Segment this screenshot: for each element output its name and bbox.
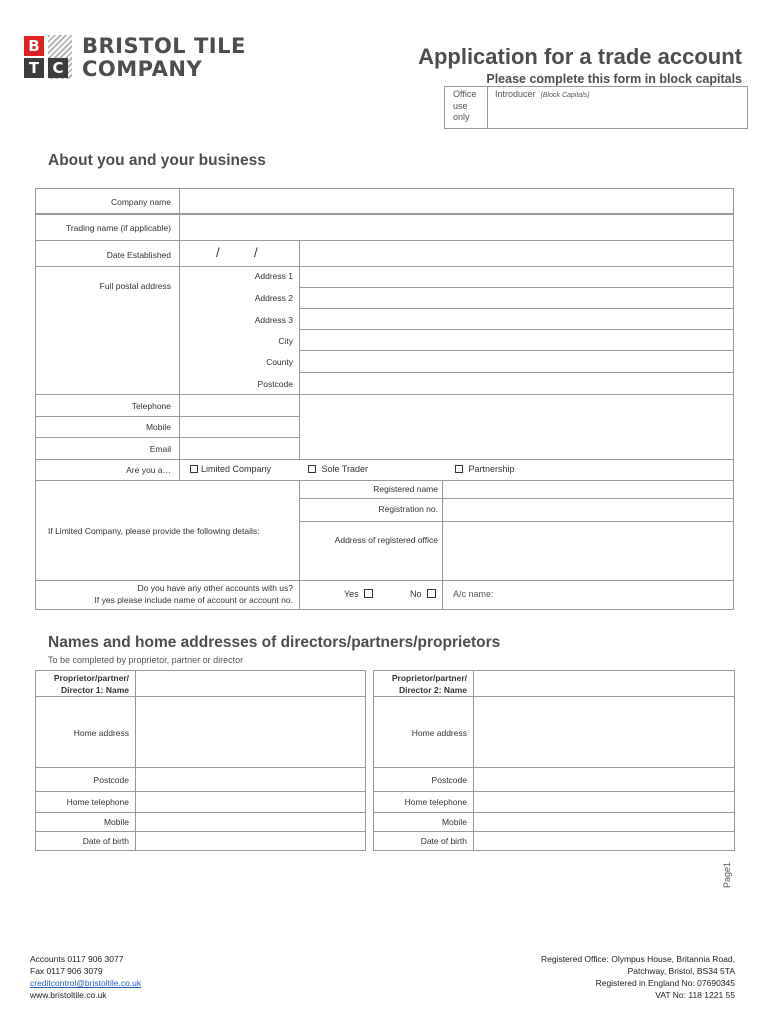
director2-hometel-label-cell: Home telephone xyxy=(373,791,474,813)
date-established-spacer xyxy=(299,240,734,267)
page-subtitle: Please complete this form in block capitals xyxy=(486,72,742,86)
telephone-label-cell: Telephone xyxy=(35,394,180,417)
city-input[interactable] xyxy=(299,329,734,351)
other-accounts-label-cell: Do you have any other accounts with us? If yes please include name of account or account no. xyxy=(35,580,300,610)
footer-reg-line4: VAT No: 118 1221 55 xyxy=(655,990,735,1000)
director2-hometel-input[interactable] xyxy=(473,791,735,813)
section-heading-business: About you and your business xyxy=(48,152,266,169)
director2-address-label-cell: Home address xyxy=(373,696,474,768)
director1-hometel-input[interactable] xyxy=(135,791,366,813)
ltd-details-label-cell: If Limited Company, please provide the following details: xyxy=(35,480,300,581)
contact-spacer xyxy=(299,394,734,460)
office-use-box xyxy=(444,86,748,129)
footer-email-link[interactable]: creditcontrol@bristoltile.co.uk xyxy=(30,978,142,988)
director1-mobile-input[interactable] xyxy=(135,812,366,832)
registration-no-label-cell: Registration no. xyxy=(299,498,443,522)
registration-no-input[interactable] xyxy=(442,498,734,522)
director2-dob-label-cell: Date of birth xyxy=(373,831,474,851)
footer-reg-line3: Registered in England No: 07690345 xyxy=(595,978,735,988)
director1-dob-input[interactable] xyxy=(135,831,366,851)
director1-hometel-label-cell: Home telephone xyxy=(35,791,136,813)
registered-office-input[interactable] xyxy=(442,521,734,581)
logo-tile-b: B xyxy=(24,36,44,56)
postcode-input[interactable] xyxy=(299,372,734,395)
checkbox-icon[interactable] xyxy=(455,465,463,473)
address2-input[interactable] xyxy=(299,287,734,309)
business-type-options xyxy=(179,459,734,481)
section-heading-directors: Names and home addresses of directors/partners/proprietors xyxy=(48,634,501,651)
option-limited-company[interactable]: Limited Company xyxy=(190,464,271,474)
office-use-label: Office use only xyxy=(453,89,477,122)
option-sole-trader[interactable]: Sole Trader xyxy=(308,464,368,474)
company-name-input[interactable] xyxy=(179,188,734,214)
trading-name-input[interactable] xyxy=(179,214,734,241)
checkbox-icon[interactable] xyxy=(364,589,373,598)
full-postal-address-label-cell: Full postal address xyxy=(35,266,180,395)
director2-mobile-label-cell: Mobile xyxy=(373,812,474,832)
director2-dob-input[interactable] xyxy=(473,831,735,851)
mobile-input[interactable] xyxy=(179,416,300,438)
mobile-label-cell: Mobile xyxy=(35,416,180,438)
footer-reg-line1: Registered Office: Olympus House, Britannia Road, xyxy=(540,954,735,964)
director1-mobile-label-cell: Mobile xyxy=(35,812,136,832)
email-input[interactable] xyxy=(179,437,300,460)
footer-accounts: Accounts 0117 906 3077 xyxy=(30,954,124,964)
footer-web: www.bristoltile.co.uk xyxy=(30,990,107,1000)
footer-reg-line2: Patchway, Bristol, BS34 5TA xyxy=(627,966,735,976)
email-label-cell: Email xyxy=(35,437,180,460)
director2-mobile-input[interactable] xyxy=(473,812,735,832)
introducer-field[interactable]: Introducer (Block Capitals) xyxy=(495,89,590,99)
page-number: Page1 xyxy=(722,861,732,888)
company-name-label-cell: Company name xyxy=(35,188,180,214)
director1-postcode-label-cell: Postcode xyxy=(35,767,136,792)
option-partnership[interactable]: Partnership xyxy=(455,464,515,474)
registered-name-label-cell: Registered name xyxy=(299,480,443,499)
other-accounts-yes-no xyxy=(299,580,443,610)
director1-postcode-input[interactable] xyxy=(135,767,366,792)
address3-input[interactable] xyxy=(299,308,734,330)
director2-name-input[interactable] xyxy=(473,670,735,697)
checkbox-icon[interactable] xyxy=(190,465,198,473)
address-labels-cell: Address 1 Address 2 Address 3 City County Postcode xyxy=(179,266,300,395)
footer-contact xyxy=(30,953,141,1001)
footer-fax: Fax 0117 906 3079 xyxy=(30,966,103,976)
director1-address-label-cell: Home address xyxy=(35,696,136,768)
director1-address-input[interactable] xyxy=(135,696,366,768)
option-yes[interactable]: Yes xyxy=(344,589,376,599)
account-name-input[interactable]: A/c name: xyxy=(442,580,734,610)
logo-line2: COMPANY xyxy=(82,57,203,81)
address1-input[interactable] xyxy=(299,266,734,288)
trading-name-label-cell: Trading name (if applicable) xyxy=(35,214,180,241)
director2-address-input[interactable] xyxy=(473,696,735,768)
director1-name-label-cell: Proprietor/partner/ Director 1: Name xyxy=(35,670,136,697)
logo-line1: BRISTOL TILE xyxy=(82,34,246,58)
business-type-label-cell: Are you a… xyxy=(35,459,180,481)
logo-tile-c: C xyxy=(48,58,68,78)
director2-postcode-label-cell: Postcode xyxy=(373,767,474,792)
director1-name-input[interactable] xyxy=(135,670,366,697)
telephone-input[interactable] xyxy=(179,394,300,417)
date-established-label-cell: Date Established xyxy=(35,240,180,267)
directors-note: To be completed by proprietor, partner or director xyxy=(48,655,244,665)
registered-name-input[interactable] xyxy=(442,480,734,499)
county-input[interactable] xyxy=(299,350,734,373)
checkbox-icon[interactable] xyxy=(427,589,436,598)
director1-dob-label-cell: Date of birth xyxy=(35,831,136,851)
option-no[interactable]: No xyxy=(410,589,439,599)
date-established-input[interactable]: / / xyxy=(179,240,300,267)
footer-registered xyxy=(541,953,735,1001)
director2-postcode-input[interactable] xyxy=(473,767,735,792)
checkbox-icon[interactable] xyxy=(308,465,316,473)
director2-name-label-cell: Proprietor/partner/ Director 2: Name xyxy=(373,670,474,697)
page-title: Application for a trade account xyxy=(418,44,742,69)
registered-office-label-cell: Address of registered office xyxy=(299,521,443,581)
logo-tile-t: T xyxy=(24,58,44,78)
